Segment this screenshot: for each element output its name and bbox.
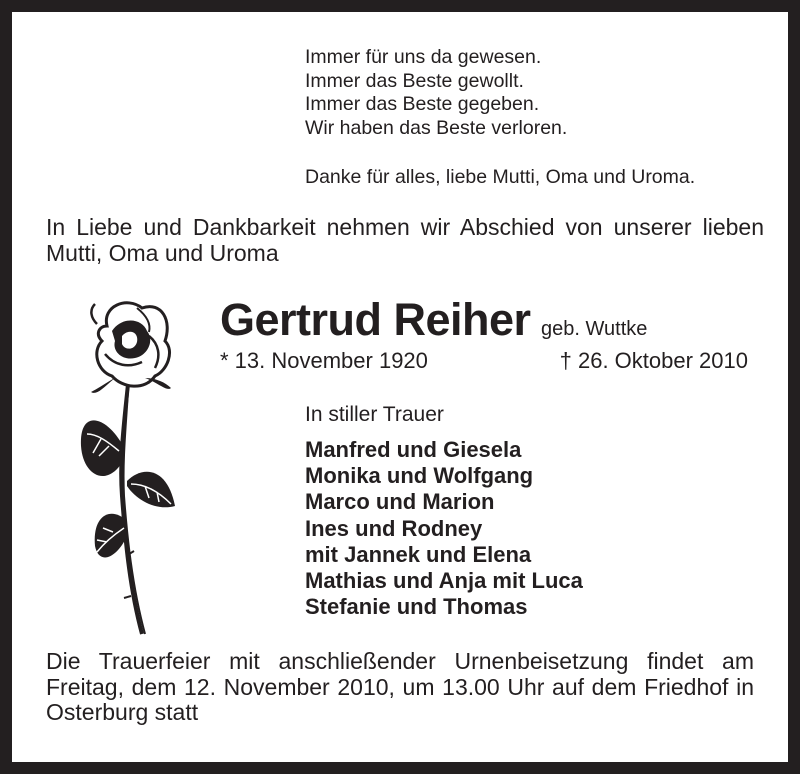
mourner-name: Mathias und Anja mit Luca	[305, 568, 583, 594]
poem-line: Immer für uns da gewesen.	[305, 46, 542, 68]
mourning-heading: In stiller Trauer	[305, 403, 444, 426]
thanks-line: Danke für alles, liebe Mutti, Oma und Uroma.	[305, 166, 696, 188]
rose-icon	[67, 296, 187, 636]
poem-line: Immer das Beste gewollt.	[305, 69, 524, 92]
birth-date: * 13. November 1920	[220, 348, 428, 373]
birth-name: geb. Wuttke	[541, 318, 648, 340]
mourner-name: mit Jannek und Elena	[305, 541, 532, 567]
life-dates	[220, 348, 748, 374]
deceased-name-row	[220, 294, 647, 346]
mourner-name: Stefanie und Thomas	[305, 594, 528, 620]
mourner-name: Monika und Wolfgang	[305, 463, 534, 489]
poem-line: Wir haben das Beste verloren.	[305, 116, 568, 139]
death-date: † 26. Oktober 2010	[559, 348, 748, 373]
mourners-list	[305, 437, 583, 620]
funeral-service-text: Die Trauerfeier mit anschließender Urnenbeisetzung findet am Freitag, dem 12. November 2010, um 13.00 Uhr auf dem Friedhof in Osterburg statt	[46, 648, 754, 725]
deceased-name: Gertrud Reiher	[220, 294, 531, 345]
intro-text: In Liebe und Dankbarkeit nehmen wir Abschied von unserer lieben Mutti, Oma und Uroma	[46, 214, 764, 266]
mourner-name: Ines und Rodney	[305, 515, 483, 541]
poem	[305, 46, 567, 140]
poem-line: Immer das Beste gegeben.	[305, 93, 540, 116]
mourner-name: Manfred und Giesela	[305, 437, 522, 462]
mourner-name: Marco und Marion	[305, 489, 495, 515]
